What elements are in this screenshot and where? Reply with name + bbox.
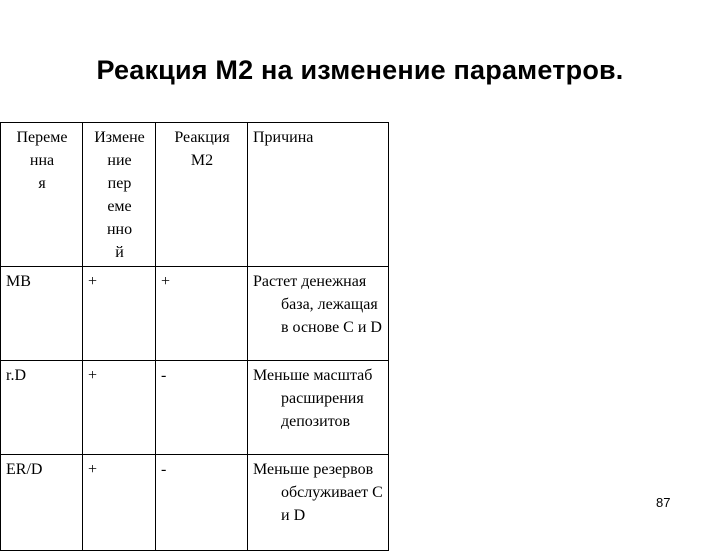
- cell-reason: [248, 455, 389, 551]
- cell-reason-text: Меньше резервов обслуживает C и D: [253, 461, 383, 524]
- cell-reaction: -: [156, 361, 248, 455]
- header-change-line: Измене: [94, 129, 145, 146]
- header-change-line: ние: [107, 152, 132, 169]
- cell-reaction: +: [156, 267, 248, 361]
- cell-reaction: -: [156, 455, 248, 551]
- cell-change: +: [83, 267, 156, 361]
- table-header-row: [1, 123, 389, 267]
- header-change-line: еме: [107, 198, 132, 215]
- cell-variable: r.D: [1, 361, 83, 455]
- header-reason-line: Причина: [253, 129, 314, 146]
- header-reaction-line: М2: [190, 152, 214, 169]
- slide-title: Реакция М2 на изменение параметров.: [96, 55, 624, 85]
- table-row: [1, 361, 389, 455]
- header-change: [83, 123, 156, 267]
- parameters-table: [0, 122, 389, 551]
- header-change-line: й: [115, 244, 124, 261]
- cell-reason: [248, 361, 389, 455]
- cell-change: +: [83, 455, 156, 551]
- header-variable-line: Переме: [16, 129, 68, 146]
- header-variable: [1, 123, 83, 267]
- header-reaction-line: Реакция: [174, 129, 230, 146]
- cell-reason-text: Меньше масштаб расширения депозитов: [253, 367, 373, 430]
- header-reason: [248, 123, 389, 267]
- cell-change: +: [83, 361, 156, 455]
- table-row: [1, 267, 389, 361]
- cell-reason: [248, 267, 389, 361]
- header-change-line: нно: [106, 221, 133, 238]
- header-variable-line: нна: [29, 152, 55, 169]
- cell-variable: ER/D: [1, 455, 83, 551]
- header-variable-line: я: [38, 175, 46, 192]
- page-number: 87: [656, 495, 671, 510]
- cell-variable: MB: [1, 267, 83, 361]
- table-row: [1, 455, 389, 551]
- header-reaction: [156, 123, 248, 267]
- header-change-line: пер: [107, 175, 132, 192]
- cell-reason-text: Растет денежная база, лежащая в основе C и D: [253, 273, 382, 336]
